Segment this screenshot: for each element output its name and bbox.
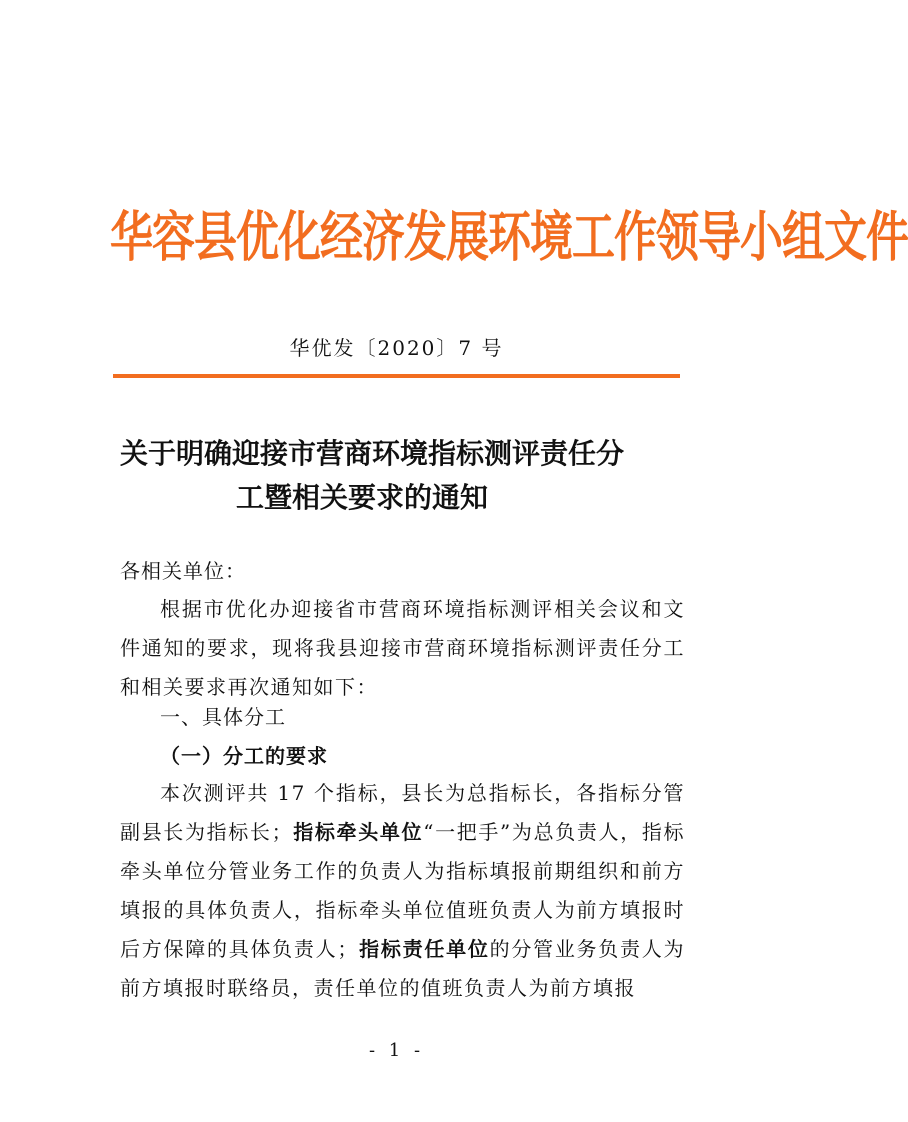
notice-title-line1: 关于明确迎接市营商环境指标测评责任分 [120, 437, 625, 470]
lead-unit-emphasis: 指标牵头单位 [293, 820, 424, 844]
notice-title [120, 432, 680, 520]
paragraph-division-part2: “一把手”为总负责人，指标牵头单位分管业务工作的负责人为指标填报前期组织和前方填报的具体负责人，指标牵头单位值班负责人为前方填报时后方保障的具体负责人； [120, 820, 686, 961]
paragraph-division-text [120, 774, 685, 1008]
responsible-unit-emphasis: 指标责任单位 [358, 937, 490, 961]
paragraph-division-part3: 的分管业务负责人为前方填报时联络员，责任单位的值班负责人为前方填报 [120, 937, 686, 1000]
paragraph-intro [120, 590, 685, 707]
salutation: 各相关单位： [120, 559, 246, 583]
document-number: 华优发〔2020〕7 号 [289, 336, 504, 360]
section-heading-1: 一、具体分工 [160, 705, 286, 729]
paragraph-intro-text: 根据市优化办迎接省市营商环境指标测评相关会议和文件通知的要求，现将我县迎接市营商环境指标测评责任分工和相关要求再次通知如下： [120, 597, 685, 699]
notice-title-line2: 工暨相关要求的通知 [236, 481, 489, 514]
page-number: - 1 - [368, 1040, 425, 1061]
subsection-heading-1: （一）分工的要求 [160, 744, 328, 768]
header-divider [113, 374, 680, 378]
masthead-title: 华容县优化经济发展环境工作领导小组文件 [110, 206, 908, 270]
paragraph-division-part1: 本次测评共 17 个指标，县长为总指标长，各指标分管副县长为指标长； [120, 781, 685, 844]
paragraph-division [120, 774, 685, 1008]
